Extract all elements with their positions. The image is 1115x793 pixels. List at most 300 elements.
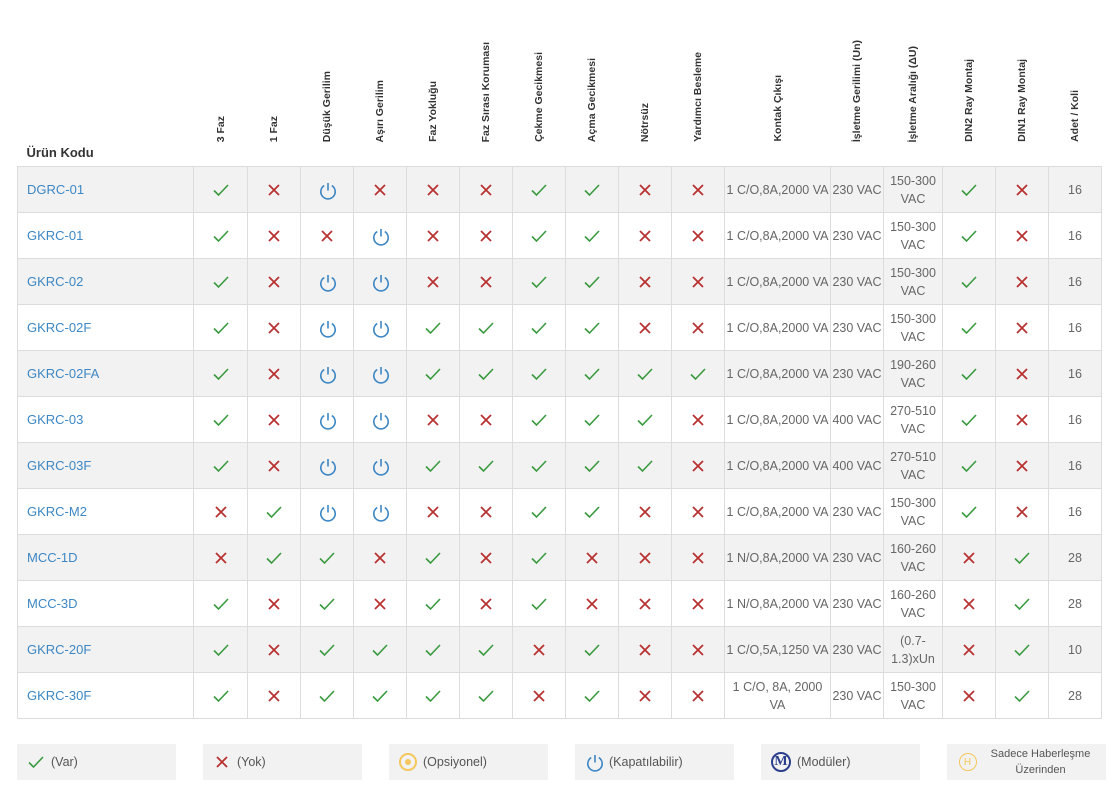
table-cell: 160-260 VAC <box>884 581 943 627</box>
cross-icon <box>265 687 283 705</box>
table-cell: 230 VAC <box>831 489 884 535</box>
cross-icon <box>265 365 283 383</box>
column-header <box>884 0 943 167</box>
column-header <box>194 0 248 167</box>
table-cell: 230 VAC <box>831 259 884 305</box>
cross-icon <box>265 181 283 199</box>
table-cell <box>943 581 996 627</box>
check-icon <box>960 273 978 291</box>
table-row <box>18 213 1102 259</box>
table-cell <box>301 581 354 627</box>
check-icon <box>212 273 230 291</box>
cross-icon <box>689 641 707 659</box>
check-icon <box>424 319 442 337</box>
table-cell <box>460 443 513 489</box>
check-icon <box>477 687 495 705</box>
cross-icon <box>636 641 654 659</box>
column-header: Ürün Kodu <box>26 145 94 160</box>
table-cell: 28 <box>1049 535 1102 581</box>
check-icon <box>212 319 230 337</box>
column-header-label: Çekme Gecikmesi <box>533 52 545 142</box>
column-header-label: İşletme Gerilimi (Un) <box>851 39 863 142</box>
table-cell: 160-260 VAC <box>884 535 943 581</box>
check-icon <box>212 687 230 705</box>
legend-haberlesme-label: Sadece Haberleşme Üzerinden <box>990 748 1091 776</box>
check-icon <box>212 411 230 429</box>
column-header-label: Adet / Koli <box>1069 90 1081 142</box>
check-icon <box>265 503 283 521</box>
table-cell: 230 VAC <box>831 351 884 397</box>
check-icon <box>371 641 389 659</box>
column-header <box>1049 0 1102 167</box>
table-row <box>18 627 1102 673</box>
check-icon <box>960 227 978 245</box>
table-row <box>18 305 1102 351</box>
power-icon <box>371 503 389 521</box>
table-cell <box>996 351 1049 397</box>
table-cell <box>943 627 996 673</box>
cross-icon <box>583 595 601 613</box>
check-icon <box>636 411 654 429</box>
cross-icon <box>1013 457 1031 475</box>
column-header <box>301 0 354 167</box>
cross-icon <box>636 227 654 245</box>
table-cell: 1 N/O,8A,2000 VA <box>725 535 831 581</box>
table-cell <box>513 397 566 443</box>
table-cell <box>460 673 513 719</box>
column-header <box>354 0 407 167</box>
table-cell <box>354 397 407 443</box>
check-icon <box>212 365 230 383</box>
table-cell <box>354 535 407 581</box>
power-icon <box>371 411 389 429</box>
check-icon <box>27 753 45 771</box>
table-row <box>18 397 1102 443</box>
cross-icon <box>424 503 442 521</box>
table-cell <box>996 213 1049 259</box>
column-header-label: Yardımcı Besleme <box>692 52 704 142</box>
table-cell <box>354 673 407 719</box>
table-row <box>18 167 1102 213</box>
check-icon <box>318 641 336 659</box>
table-cell <box>460 213 513 259</box>
legend-moduler-label: (Modüler) <box>797 755 851 769</box>
table-cell <box>513 627 566 673</box>
table-cell <box>996 581 1049 627</box>
table-cell <box>248 213 301 259</box>
cross-icon <box>477 503 495 521</box>
table-cell <box>566 213 619 259</box>
check-icon <box>530 595 548 613</box>
check-icon <box>583 181 601 199</box>
table-cell: 400 VAC <box>831 397 884 443</box>
cross-icon <box>213 753 231 771</box>
column-header <box>566 0 619 167</box>
column-header-label: Düşük Gerilim <box>321 70 333 142</box>
check-icon <box>477 641 495 659</box>
table-cell <box>194 213 248 259</box>
table-cell <box>248 167 301 213</box>
table-cell <box>996 627 1049 673</box>
cross-icon <box>371 181 389 199</box>
table-cell: 150-300 VAC <box>884 213 943 259</box>
table-cell <box>407 627 460 673</box>
table-cell <box>513 443 566 489</box>
table-cell <box>194 673 248 719</box>
cross-icon <box>424 411 442 429</box>
table-cell <box>407 305 460 351</box>
product-link-gkrc-02f[interactable]: GKRC-02F <box>18 305 194 351</box>
table-cell: 400 VAC <box>831 443 884 489</box>
table-cell: 1 C/O,8A,2000 VA <box>725 351 831 397</box>
check-icon <box>424 687 442 705</box>
legend-opsiyonel <box>389 744 548 780</box>
check-icon <box>960 503 978 521</box>
table-cell <box>407 259 460 305</box>
column-header-label: İşletme Aralığı (ΔU) <box>907 45 919 142</box>
cross-icon <box>371 549 389 567</box>
check-icon <box>583 503 601 521</box>
column-header <box>460 0 513 167</box>
table-cell <box>672 581 725 627</box>
table-row <box>18 351 1102 397</box>
table-row <box>18 673 1102 719</box>
table-cell <box>460 305 513 351</box>
table-cell <box>566 305 619 351</box>
table-cell <box>407 213 460 259</box>
table-cell <box>194 627 248 673</box>
legend-var <box>17 744 176 780</box>
cross-icon <box>318 227 336 245</box>
power-icon <box>318 457 336 475</box>
check-icon <box>960 319 978 337</box>
table-row <box>18 443 1102 489</box>
cross-icon <box>530 687 548 705</box>
table-cell <box>619 351 672 397</box>
table-cell <box>513 535 566 581</box>
power-icon <box>371 319 389 337</box>
table-cell <box>619 581 672 627</box>
legend-var-label: (Var) <box>51 755 78 769</box>
cross-icon <box>689 595 707 613</box>
cross-icon <box>960 549 978 567</box>
table-cell: 150-300 VAC <box>884 673 943 719</box>
table-cell <box>566 259 619 305</box>
table-cell: 230 VAC <box>831 673 884 719</box>
product-link-gkrc-03[interactable]: GKRC-03 <box>18 397 194 443</box>
table-cell <box>943 673 996 719</box>
check-icon <box>960 457 978 475</box>
product-link-dgrc-01[interactable]: DGRC-01 <box>18 167 194 213</box>
check-icon <box>477 457 495 475</box>
column-header <box>248 0 301 167</box>
product-link-gkrc-02[interactable]: GKRC-02 <box>18 259 194 305</box>
table-cell <box>354 167 407 213</box>
check-icon <box>212 181 230 199</box>
column-header-label: Aşırı Gerilim <box>374 79 386 142</box>
table-cell <box>619 259 672 305</box>
table-cell <box>672 535 725 581</box>
table-cell <box>407 443 460 489</box>
cross-icon <box>636 319 654 337</box>
cross-icon <box>265 273 283 291</box>
table-cell <box>354 213 407 259</box>
table-cell: 28 <box>1049 581 1102 627</box>
table-cell: 230 VAC <box>831 627 884 673</box>
table-cell <box>407 351 460 397</box>
column-header <box>619 0 672 167</box>
check-icon <box>583 641 601 659</box>
product-link-gkrc-03f[interactable]: GKRC-03F <box>18 443 194 489</box>
optional-icon <box>399 753 417 771</box>
table-cell: 1 C/O, 8A, 2000 VA <box>725 673 831 719</box>
table-cell <box>194 489 248 535</box>
check-icon <box>371 687 389 705</box>
table-cell <box>460 259 513 305</box>
power-icon <box>318 503 336 521</box>
power-icon <box>318 365 336 383</box>
table-cell <box>248 673 301 719</box>
check-icon <box>1013 641 1031 659</box>
power-icon <box>585 753 603 771</box>
table-row <box>18 489 1102 535</box>
table-cell <box>566 443 619 489</box>
check-icon <box>424 549 442 567</box>
table-cell: 28 <box>1049 673 1102 719</box>
power-icon <box>318 319 336 337</box>
table-cell: 1 C/O,8A,2000 VA <box>725 443 831 489</box>
check-icon <box>530 549 548 567</box>
table-cell: 1 C/O,8A,2000 VA <box>725 213 831 259</box>
column-header-label: Faz Yokluğu <box>427 81 439 142</box>
cross-icon <box>689 687 707 705</box>
check-icon <box>318 687 336 705</box>
table-cell <box>407 489 460 535</box>
table-cell <box>619 673 672 719</box>
product-link-mcc-1d[interactable]: MCC-1D <box>18 535 194 581</box>
table-cell <box>248 627 301 673</box>
check-icon <box>424 595 442 613</box>
table-cell <box>354 627 407 673</box>
cross-icon <box>689 227 707 245</box>
table-cell <box>460 167 513 213</box>
communication-icon: H <box>959 753 977 771</box>
table-cell: 230 VAC <box>831 213 884 259</box>
table-cell: 1 C/O,8A,2000 VA <box>725 489 831 535</box>
column-header-label: DIN2 Ray Montaj <box>963 59 975 142</box>
cross-icon <box>1013 227 1031 245</box>
cross-icon <box>689 319 707 337</box>
check-icon <box>530 181 548 199</box>
legend-yok <box>203 744 362 780</box>
product-link-gkrc-01[interactable]: GKRC-01 <box>18 213 194 259</box>
cross-icon <box>689 273 707 291</box>
table-cell: 1 C/O,8A,2000 VA <box>725 167 831 213</box>
table-cell <box>460 397 513 443</box>
table-cell: 16 <box>1049 259 1102 305</box>
legend-kapatilabilir <box>575 744 734 780</box>
check-icon <box>212 641 230 659</box>
check-icon <box>583 319 601 337</box>
table-cell <box>566 581 619 627</box>
table-cell <box>672 305 725 351</box>
table-cell <box>248 259 301 305</box>
column-header <box>513 0 566 167</box>
table-cell <box>943 489 996 535</box>
table-cell: 190-260 VAC <box>884 351 943 397</box>
check-icon <box>530 411 548 429</box>
table-cell <box>248 305 301 351</box>
table-cell: 16 <box>1049 305 1102 351</box>
table-cell <box>248 443 301 489</box>
table-cell: 230 VAC <box>831 535 884 581</box>
table-cell <box>619 489 672 535</box>
table-cell <box>248 351 301 397</box>
modular-icon: M <box>771 752 791 772</box>
table-cell <box>996 535 1049 581</box>
check-icon <box>318 595 336 613</box>
column-header-label: Açma Gecikmesi <box>586 57 598 142</box>
check-icon <box>265 549 283 567</box>
table-cell: 230 VAC <box>831 581 884 627</box>
cross-icon <box>583 549 601 567</box>
check-icon <box>212 457 230 475</box>
power-icon <box>318 273 336 291</box>
table-cell <box>513 305 566 351</box>
table-cell <box>566 351 619 397</box>
cross-icon <box>1013 411 1031 429</box>
table-cell <box>672 673 725 719</box>
legend-opsiyonel-label: (Opsiyonel) <box>423 755 487 769</box>
table-cell <box>566 167 619 213</box>
table-cell <box>354 305 407 351</box>
check-icon <box>636 457 654 475</box>
product-link-mcc-3d[interactable]: MCC-3D <box>18 581 194 627</box>
table-cell <box>407 581 460 627</box>
product-link-gkrc-30f[interactable]: GKRC-30F <box>18 673 194 719</box>
table-cell <box>301 443 354 489</box>
table-cell <box>943 443 996 489</box>
table-cell <box>301 259 354 305</box>
cross-icon <box>636 181 654 199</box>
table-cell: (0.7-1.3)xUn <box>884 627 943 673</box>
table-cell: 150-300 VAC <box>884 167 943 213</box>
cross-icon <box>477 411 495 429</box>
table-cell <box>194 305 248 351</box>
table-cell <box>672 167 725 213</box>
cross-icon <box>265 641 283 659</box>
check-icon <box>960 411 978 429</box>
cross-icon <box>689 503 707 521</box>
table-cell <box>407 397 460 443</box>
table-cell <box>301 305 354 351</box>
power-icon <box>371 273 389 291</box>
cross-icon <box>371 595 389 613</box>
product-link-gkrc-m2[interactable]: GKRC-M2 <box>18 489 194 535</box>
cross-icon <box>212 503 230 521</box>
table-cell <box>619 167 672 213</box>
table-cell <box>619 305 672 351</box>
cross-icon <box>530 641 548 659</box>
table-cell <box>672 259 725 305</box>
check-icon <box>583 365 601 383</box>
table-cell <box>460 581 513 627</box>
table-cell <box>996 259 1049 305</box>
check-icon <box>477 365 495 383</box>
cross-icon <box>265 319 283 337</box>
table-cell <box>354 581 407 627</box>
cross-icon <box>212 549 230 567</box>
table-cell: 1 C/O,8A,2000 VA <box>725 259 831 305</box>
table-cell <box>566 535 619 581</box>
column-header <box>831 0 884 167</box>
table-cell <box>354 443 407 489</box>
table-cell <box>460 627 513 673</box>
check-icon <box>583 227 601 245</box>
power-icon <box>371 457 389 475</box>
check-icon <box>424 365 442 383</box>
table-cell <box>407 673 460 719</box>
cross-icon <box>265 411 283 429</box>
check-icon <box>583 411 601 429</box>
table-cell <box>943 351 996 397</box>
table-cell <box>248 581 301 627</box>
cross-icon <box>265 227 283 245</box>
product-link-gkrc-02fa[interactable]: GKRC-02FA <box>18 351 194 397</box>
table-cell <box>513 489 566 535</box>
check-icon <box>689 365 707 383</box>
column-header-label: DIN1 Ray Montaj <box>1016 59 1028 142</box>
table-cell <box>566 673 619 719</box>
check-icon <box>960 365 978 383</box>
table-cell <box>513 351 566 397</box>
table-cell <box>301 351 354 397</box>
check-icon <box>424 641 442 659</box>
check-icon <box>530 365 548 383</box>
cross-icon <box>1013 503 1031 521</box>
table-cell <box>354 489 407 535</box>
table-cell <box>996 167 1049 213</box>
table-cell <box>248 397 301 443</box>
check-icon <box>1013 687 1031 705</box>
check-icon <box>1013 595 1031 613</box>
legend-moduler <box>761 744 920 780</box>
table-cell <box>301 627 354 673</box>
table-cell <box>513 581 566 627</box>
table-cell: 16 <box>1049 443 1102 489</box>
table-cell: 1 C/O,8A,2000 VA <box>725 397 831 443</box>
table-cell: 150-300 VAC <box>884 489 943 535</box>
table-cell <box>943 167 996 213</box>
power-icon <box>318 181 336 199</box>
cross-icon <box>477 227 495 245</box>
legend-kapatilabilir-label: (Kapatılabilir) <box>609 755 683 769</box>
cross-icon <box>960 595 978 613</box>
table-cell: 16 <box>1049 213 1102 259</box>
table-row <box>18 581 1102 627</box>
cross-icon <box>424 227 442 245</box>
table-cell <box>619 535 672 581</box>
check-icon <box>530 503 548 521</box>
legend-haberlesme <box>947 744 1106 780</box>
table-cell <box>672 213 725 259</box>
cross-icon <box>424 181 442 199</box>
product-link-gkrc-20f[interactable]: GKRC-20F <box>18 627 194 673</box>
table-cell <box>619 443 672 489</box>
table-cell <box>672 397 725 443</box>
table-cell <box>194 397 248 443</box>
table-cell: 10 <box>1049 627 1102 673</box>
